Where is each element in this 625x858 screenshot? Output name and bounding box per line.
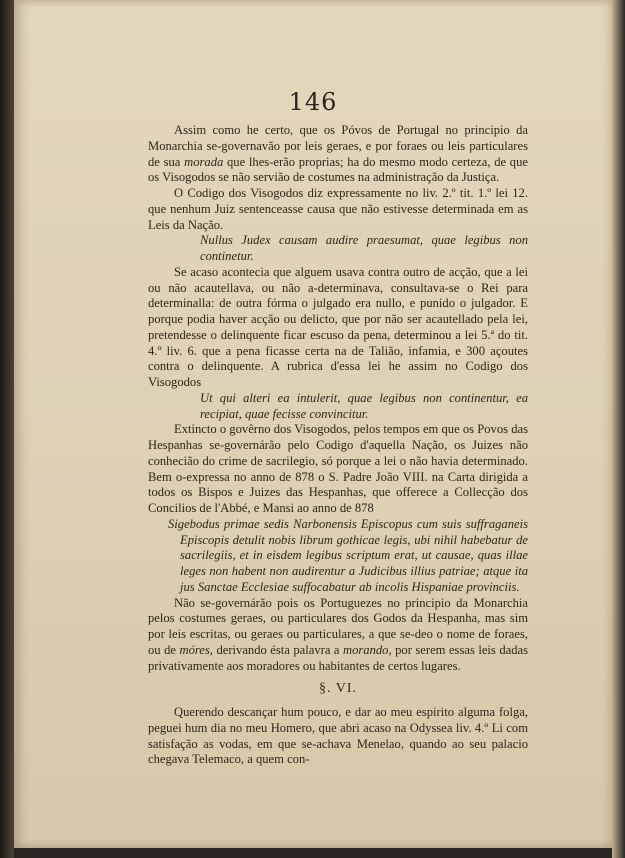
paragraph-2: O Codigo dos Visogodos diz expressamente no liv. 2.º tit. 1.º lei 12. que nenhum Juiz sentenceasse causa que não estivesse determinada em as Leis da Nação. (148, 186, 528, 232)
section-heading: §. VI. (318, 681, 358, 697)
latin-quote-3: Sigebodus primae sedis Narbonensis Episcopus cum suis suffraganeis Episcopis detulit nobis librum gothicae legis, ubi nihil habebatur de sacrilegiis, et in eisdem legibus scriptum erat, ut causae, quas illae leges non habent non audirentur a Judicibus illius patriae; atque ita jus Sanctae Ecclesiae suffocabatur ab incolis Hispaniae provinciis. (168, 516, 528, 594)
book-spine-shadow (0, 0, 14, 858)
page-text-block (148, 123, 528, 768)
page-edge (612, 0, 625, 858)
emphasis-morada: morada (184, 154, 224, 169)
page-number: 146 (288, 88, 338, 116)
paragraph-1: Assim como he certo, que os Póvos de Portugal no principio da Monarchia se-governavão por leis geraes, e por foraes ou leis particulares de sua morada que lhes-erão proprias; ha do mesmo modo certeza, de que os Visogodos se não servião de costumes na administração da Justiça. (148, 123, 528, 185)
latin-quote-2: Ut qui alteri ea intulerit, quae legibus non continentur, ea recipiat, quae fecisse convincitur. (200, 390, 528, 421)
paragraph-3: Se acaso acontecia que alguem usava contra outro de acção, que a lei ou não acautellava, ou não a-determinava, consultava-se o Rei para determinalla: de outra fórma o julgado era nullo, e punido o julgador. E porque podia haver acção ou delicto, que por não ser acautellado pela lei, pretendesse o delinquente ficar escuso da pena, determinou a lei 5.ª do tit. 4.º liv. 6. que a pena ficasse certa na de Talião, infamia, e 300 açoutes contra o delinquente. A rubrica d'essa lei he assim no Codigo dos Visogodos (148, 264, 528, 389)
paragraph-6: Querendo descançar hum pouco, e dar ao meu espirito alguma folga, peguei hum dia no meu Homero, que abri acaso na Odyssea liv. 4.º Li com satisfação as vodas, em que se-achava Menelao, quando ao seu palacio chegava Telemaco, a quem con- (148, 705, 528, 767)
paragraph-5: Não se-governárão pois os Portuguezes no principio da Monarchia pelos costumes geraes, ou particulares dos Godos da Hespanha, mas sim por leis escritas, ou geraes ou particulares, a que se-deo o nome de foraes, ou de móres, derivando ésta palavra a morando, por serem essas leis dadas privativamente aos moradores ou habitantes de certos lugares. (148, 595, 528, 673)
paragraph-4: Extincto o govêrno dos Visogodos, pelos tempos em que os Povos das Hespanhas se-governárão pelo Codigo d'aquella Nação, os Juizes não conhecião do crime de sacrilegio, só porque a lei o não havia determinado. Bem o-expressa no anno de 878 o S. Padre João VIII. na Carta dirigida a todos os Bispos e Juizes das Hespanhas, que offerece a Collecção dos Concilios de l'Abbé, e Mansi ao anno de 878 (148, 422, 528, 515)
latin-quote-1: Nullus Judex causam audire praesumat, quae legibus non continetur. (200, 233, 528, 263)
